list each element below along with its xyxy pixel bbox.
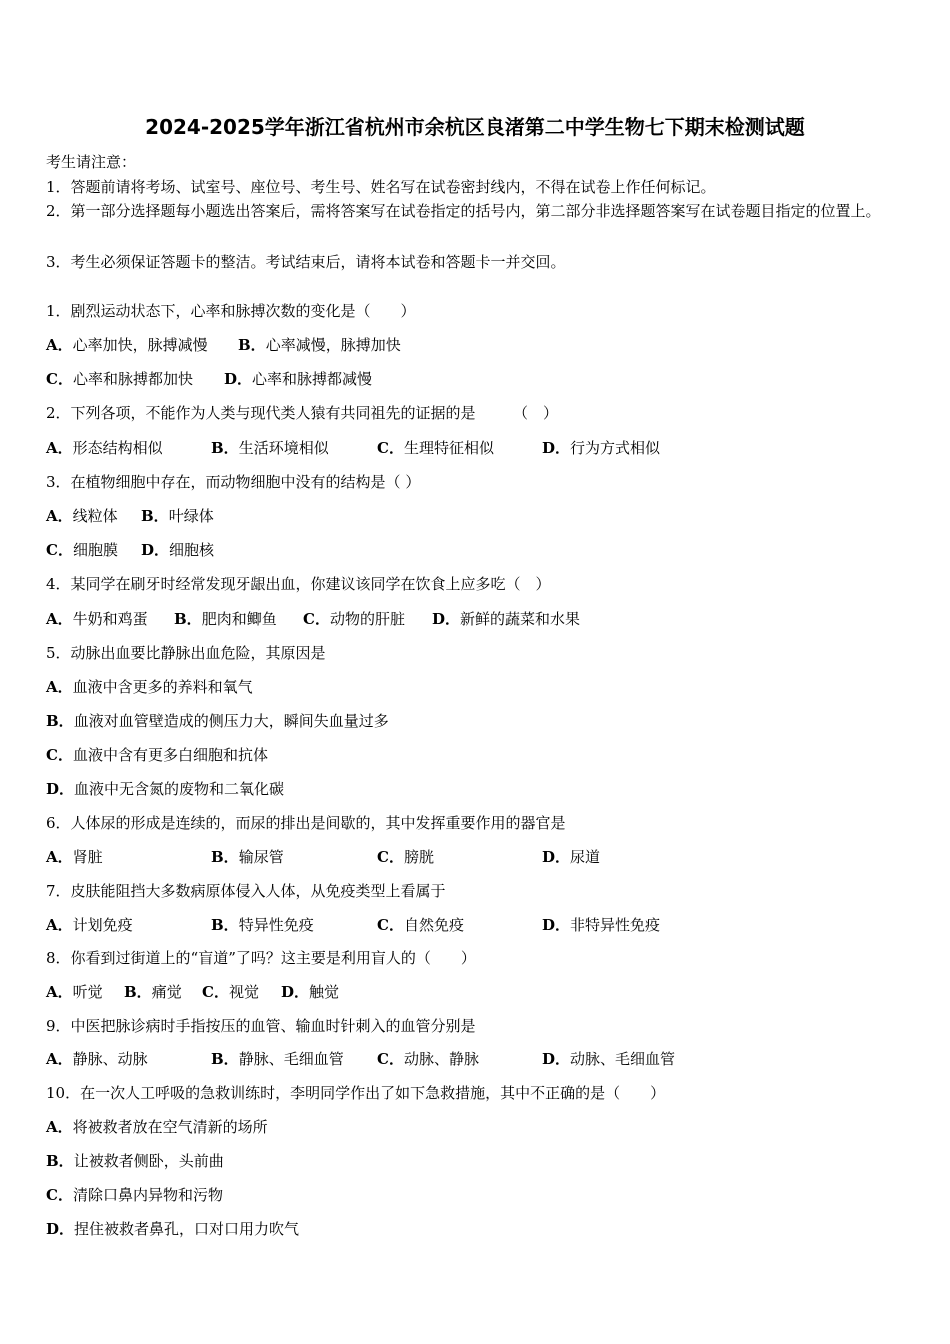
- notice-item-2: 2．第一部分选择题每小题选出答案后，需将答案写在试卷指定的括号内，第二部分非选择题答案写在试卷题目指定的位置上。: [46, 202, 881, 220]
- question-10-stem: 10．在一次人工呼吸的急救训练时，李明同学作出了如下急救措施，其中不正确的是（ ）: [46, 1084, 666, 1102]
- option-10d: D．捏住被救者鼻孔，口对口用力吹气: [46, 1220, 300, 1238]
- option-1d: D．心率和脉搏都减慢: [224, 370, 373, 388]
- option-3c: C．细胞膜: [46, 541, 118, 559]
- option-5b: B．血液对血管壁造成的侧压力大，瞬间失血量过多: [46, 712, 389, 730]
- option-8d: D．触觉: [281, 983, 340, 1001]
- option-2a: A．形态结构相似: [46, 439, 163, 457]
- question-3-options-row-2: [46, 540, 906, 560]
- option-5d: D．血液中无含氮的废物和二氧化碳: [46, 780, 285, 798]
- option-9d: D．动脉、毛细血管: [542, 1050, 676, 1068]
- option-7a: A．计划免疫: [46, 916, 133, 934]
- option-7c: C．自然免疫: [377, 916, 464, 934]
- option-6a: A．肾脏: [46, 848, 103, 866]
- question-9-options: [46, 1049, 906, 1069]
- question-7-stem: 7．皮肤能阻挡大多数病原体侵入人体，从免疫类型上看属于: [46, 882, 446, 900]
- question-1-stem: 1．剧烈运动状态下，心率和脉搏次数的变化是（ ）: [46, 302, 416, 320]
- option-10a: A．将被救者放在空气清新的场所: [46, 1118, 268, 1136]
- notice-heading: 考生请注意：: [46, 153, 137, 171]
- page-title: 2024-2025学年浙江省杭州市余杭区良渚第二中学生物七下期末检测试题: [145, 115, 805, 139]
- option-8b: B．痛觉: [124, 983, 182, 1001]
- question-4-stem: 4．某同学在刷牙时经常发现牙龈出血，你建议该同学在饮食上应多吃（ ）: [46, 575, 551, 593]
- option-3b: B．叶绿体: [141, 507, 214, 525]
- option-6d: D．尿道: [542, 848, 601, 866]
- option-5c: C．血液中含有更多白细胞和抗体: [46, 746, 268, 764]
- notice-item-3: 3．考生必须保证答题卡的整洁。考试结束后，请将本试卷和答题卡一并交回。: [46, 253, 566, 271]
- question-5-stem: 5．动脉出血要比静脉出血危险，其原因是: [46, 644, 326, 662]
- question-6-stem: 6．人体尿的形成是连续的，而尿的排出是间歇的，其中发挥重要作用的器官是: [46, 814, 566, 832]
- question-8-stem: 8．你看到过街道上的“盲道”了吗？这主要是利用盲人的（ ）: [46, 949, 476, 967]
- option-8c: C．视觉: [202, 983, 259, 1001]
- option-7b: B．特异性免疫: [211, 916, 314, 934]
- question-2-stem: 2．下列各项，不能作为人类与现代类人猿有共同祖先的证据的是 （ ）: [46, 404, 559, 422]
- option-9c: C．动脉、静脉: [377, 1050, 479, 1068]
- option-6b: B．输尿管: [211, 848, 284, 866]
- notice-item-1: 1．答题前请将考场、试室号、座位号、考生号、姓名写在试卷密封线内，不得在试卷上作任何标记。: [46, 178, 716, 196]
- question-8-options: [46, 982, 906, 1002]
- option-1a: A．心率加快，脉搏减慢: [46, 336, 208, 354]
- option-8a: A．听觉: [46, 983, 103, 1001]
- option-4c: C．动物的肝脏: [303, 610, 405, 628]
- option-10c: C．清除口鼻内异物和污物: [46, 1186, 223, 1204]
- question-1-options-row-1: [46, 335, 906, 355]
- option-4d: D．新鲜的蔬菜和水果: [432, 610, 581, 628]
- option-3a: A．线粒体: [46, 507, 118, 525]
- option-7d: D．非特异性免疫: [542, 916, 661, 934]
- option-4b: B．肥肉和鲫鱼: [174, 610, 277, 628]
- option-10b: B．让被救者侧卧，头前曲: [46, 1152, 224, 1170]
- option-1b: B．心率减慢，脉搏加快: [238, 336, 401, 354]
- option-9a: A．静脉、动脉: [46, 1050, 148, 1068]
- option-4a: A．牛奶和鸡蛋: [46, 610, 148, 628]
- question-4-options: [46, 609, 906, 629]
- option-2b: B．生活环境相似: [211, 439, 329, 457]
- option-9b: B．静脉、毛细血管: [211, 1050, 344, 1068]
- question-2-options: [46, 438, 906, 458]
- question-9-stem: 9．中医把脉诊病时手指按压的血管、输血时针刺入的血管分别是: [46, 1017, 476, 1035]
- question-3-stem: 3．在植物细胞中存在，而动物细胞中没有的结构是（ ）: [46, 473, 421, 491]
- option-2c: C．生理特征相似: [377, 439, 494, 457]
- question-6-options: [46, 847, 906, 867]
- option-6c: C．膀胱: [377, 848, 434, 866]
- option-1c: C．心率和脉搏都加快: [46, 370, 193, 388]
- option-5a: A．血液中含更多的养料和氧气: [46, 678, 253, 696]
- option-3d: D．细胞核: [141, 541, 215, 559]
- question-7-options: [46, 915, 906, 935]
- option-2d: D．行为方式相似: [542, 439, 661, 457]
- question-3-options-row-1: [46, 506, 906, 526]
- question-1-options-row-2: [46, 369, 906, 389]
